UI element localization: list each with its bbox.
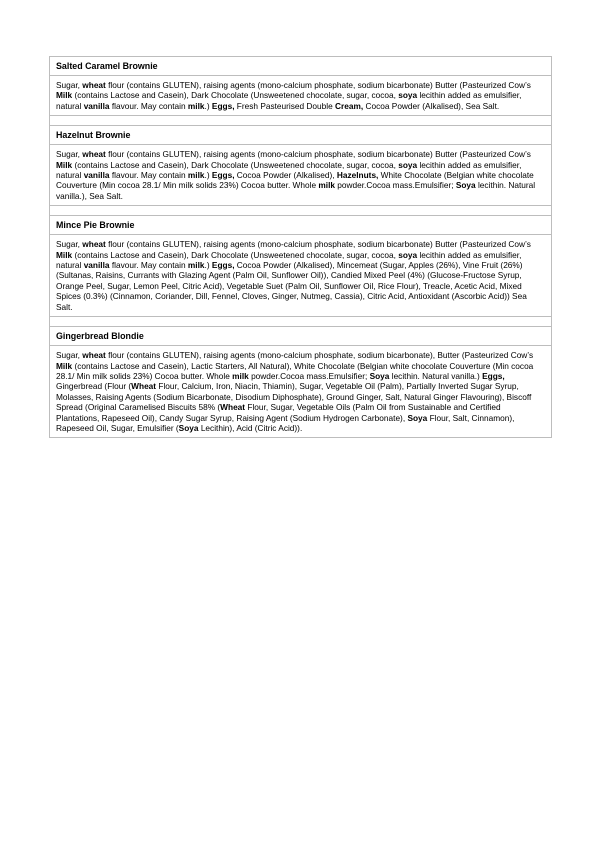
spacer-row bbox=[50, 206, 552, 216]
product-title-row bbox=[50, 327, 552, 346]
spacer-row bbox=[50, 116, 552, 126]
product-title-row bbox=[50, 57, 552, 76]
product-title: Mince Pie Brownie bbox=[50, 216, 552, 235]
ingredient-text: Flour, Salt, Cinnamon), Rapeseed Oil, Sugar, Emulsifier ( bbox=[56, 412, 515, 433]
allergen-highlight: wheat bbox=[82, 239, 106, 250]
product-ingredients-row bbox=[50, 346, 552, 438]
spacer-row bbox=[50, 317, 552, 327]
ingredient-text: Fresh Pasteurised Double bbox=[234, 100, 336, 111]
ingredient-text: flavour. May contain bbox=[109, 170, 188, 181]
ingredient-text: (contains Lactose and Casein), Dark Chocolate (Unsweetened chocolate, sugar, cocoa, bbox=[72, 159, 399, 170]
ingredient-text: powder.Cocoa mass.Emulsifier; bbox=[248, 370, 370, 381]
ingredients-text bbox=[50, 346, 552, 438]
allergen-highlight: vanilla bbox=[83, 170, 110, 181]
ingredient-text: flavour. May contain bbox=[109, 100, 188, 111]
ingredient-text: lecithin added as emulsifier, natural bbox=[56, 90, 522, 111]
allergen-highlight: soya bbox=[398, 90, 418, 101]
allergen-highlight: milk bbox=[187, 170, 205, 181]
ingredient-text: White Chocolate (Belgian white chocolate Couverture (Min cocoa 28.1/ Min milk solids 23%) Cocoa butter. Whole bbox=[56, 170, 534, 191]
allergen-highlight: Soya bbox=[455, 180, 476, 191]
allergen-highlight: wheat bbox=[82, 350, 106, 361]
allergen-highlight: milk bbox=[232, 370, 249, 381]
ingredient-text: Sugar, bbox=[56, 149, 83, 160]
ingredients-table bbox=[49, 56, 552, 438]
ingredients-text bbox=[50, 145, 552, 206]
ingredient-text: Sugar, bbox=[56, 80, 83, 90]
ingredient-text: lecithin added as emulsifier, natural bbox=[56, 249, 522, 271]
ingredient-text: Sugar, bbox=[56, 239, 83, 250]
ingredients-text bbox=[50, 235, 552, 317]
allergen-highlight: Soya bbox=[407, 412, 428, 423]
allergen-highlight: Milk bbox=[56, 159, 73, 170]
ingredient-text: (contains Lactose and Casein), Dark Chocolate (Unsweetened chocolate, sugar, cocoa, bbox=[72, 90, 399, 101]
allergen-highlight: Milk bbox=[56, 360, 73, 371]
allergen-highlight: Eggs, bbox=[482, 370, 505, 381]
allergen-highlight: Soya bbox=[369, 370, 390, 381]
allergen-highlight: Cream, bbox=[335, 100, 364, 111]
ingredient-text: flour (contains GLUTEN), raising agents (mono-calcium phosphate, sodium bicarbonate) Butter (Pasteurized Cow’s bbox=[105, 239, 531, 250]
ingredient-text: .) bbox=[204, 170, 212, 181]
allergen-highlight: Milk bbox=[56, 249, 73, 260]
allergen-highlight: milk bbox=[187, 100, 205, 111]
ingredient-text: lecithin. Natural vanilla.) bbox=[389, 370, 483, 381]
ingredient-text: (contains Lactose and Casein), Lactic Starters, All Natural), White Chocolate (Belgian white chocolate Couverture (Min cocoa 28.1/ Min milk solids 23%) Cocoa butter. Whole bbox=[56, 360, 534, 381]
allergen-highlight: Eggs, bbox=[211, 170, 235, 181]
ingredient-text: Cocoa Powder (Alkalised), Mincemeat (Sugar, Apples (26%), Vine Fruit (26%) (Sultanas, Raisins, Currants with Glazing Agent (Palm Oil, Sunflower Oil)), Candied Mixed Peel (4%) (Glucose-Fructose Syrup, Orange Peel, Sugar, Lemon Peel, Citric Acid), Vegetable Suet (Palm Oil, Sunflower Oil, Rice Flour), Treacle, Acetic Acid, Mixed Spices (0.3%) (Cinnamon, Coriander, Dill, Fennel, Cloves, Ginger, Nutmeg, Cassia), Citric Acid, Antioxidant (Ascorbic Acid)) Sea Salt. bbox=[56, 260, 527, 312]
ingredient-text: .) bbox=[204, 100, 212, 111]
product-ingredients-row bbox=[50, 145, 552, 206]
ingredient-text: Cocoa Powder (Alkalised), Sea Salt. bbox=[363, 100, 500, 111]
spacer-cell bbox=[50, 206, 552, 216]
ingredient-text: flour (contains GLUTEN), raising agents (mono-calcium phosphate, sodium bicarbonate) Butter (Pasteurized Cow’s bbox=[105, 149, 531, 160]
allergen-highlight: Milk bbox=[56, 90, 73, 101]
ingredient-text: Cocoa Powder (Alkalised), bbox=[234, 170, 337, 181]
ingredient-text: Lecithin), Acid (Citric Acid)). bbox=[198, 422, 303, 433]
allergen-highlight: vanilla bbox=[83, 100, 110, 111]
ingredient-text: powder.Cocoa mass.Emulsifier; bbox=[335, 180, 456, 191]
ingredient-text: flavour. May contain bbox=[109, 260, 188, 271]
ingredient-text: (contains Lactose and Casein), Dark Chocolate (Unsweetened chocolate, sugar, cocoa, bbox=[72, 249, 399, 260]
allergen-highlight: soya bbox=[398, 249, 418, 260]
allergen-highlight: wheat bbox=[82, 80, 106, 90]
allergen-highlight: vanilla bbox=[83, 260, 110, 271]
allergen-highlight: milk bbox=[187, 260, 205, 271]
ingredient-text: lecithin. Natural vanilla.), Sea Salt. bbox=[56, 180, 536, 201]
ingredient-text: Flour, Sugar, Vegetable Oils (Palm Oil from Sustainable and Certified Plantations, Rapeseed Oil), Candy Sugar Syrup, Raising Agent (Sodium Hydrogen Carbonate), bbox=[56, 402, 501, 423]
allergen-highlight: Soya bbox=[178, 422, 199, 433]
ingredient-text: Flour, Calcium, Iron, Niacin, Thiamin), Sugar, Vegetable Oil (Palm), Partially Inverted Sugar Syrup, Molasses, Raising Agents (Sodium Bicarbonate, Disodium Diphosphate), Ground Ginger, Salt, Natural Ginger Flavouring), Biscoff Spread (Original Caramelised Biscuits 58% ( bbox=[56, 381, 532, 413]
spacer-cell bbox=[50, 116, 552, 126]
allergen-highlight: wheat bbox=[82, 149, 106, 160]
allergen-highlight: Eggs, bbox=[211, 260, 235, 271]
allergen-highlight: Wheat bbox=[131, 381, 157, 392]
ingredient-text: lecithin added as emulsifier, natural bbox=[56, 159, 522, 181]
product-title: Salted Caramel Brownie bbox=[50, 57, 552, 76]
ingredient-text: .) bbox=[204, 260, 212, 271]
product-title-row bbox=[50, 126, 552, 145]
spacer-cell bbox=[50, 317, 552, 327]
allergen-highlight: milk bbox=[318, 180, 335, 191]
ingredients-text bbox=[50, 76, 552, 116]
ingredient-text: flour (contains GLUTEN), raising agents (mono-calcium phosphate, sodium bicarbonate) Butter (Pasteurized Cow’s bbox=[105, 80, 531, 90]
ingredient-text: Sugar, bbox=[56, 350, 83, 361]
product-title: Gingerbread Blondie bbox=[50, 327, 552, 346]
product-title-row bbox=[50, 216, 552, 235]
allergen-highlight: Eggs, bbox=[211, 100, 235, 111]
product-ingredients-row bbox=[50, 235, 552, 317]
ingredient-text: flour (contains GLUTEN), raising agents (mono-calcium phosphate, sodium bicarbonate), Butter (Pasteurized Cow’s bbox=[105, 350, 534, 361]
product-ingredients-row bbox=[50, 76, 552, 116]
allergen-highlight: Wheat bbox=[220, 402, 246, 413]
ingredient-text: Gingerbread (Flour ( bbox=[56, 381, 132, 392]
allergen-highlight: soya bbox=[398, 159, 418, 170]
product-title: Hazelnut Brownie bbox=[50, 126, 552, 145]
allergen-highlight: Hazelnuts, bbox=[336, 170, 379, 181]
